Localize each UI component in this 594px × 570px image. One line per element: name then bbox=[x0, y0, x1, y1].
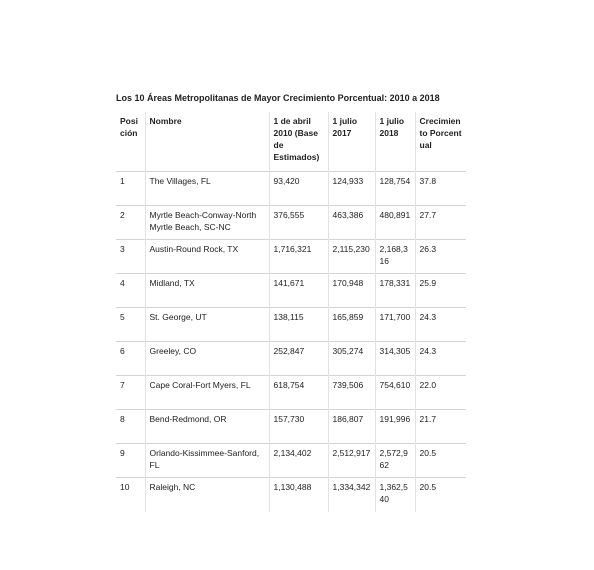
header-base-2010: 1 de abril 2010 (Base de Estimados) bbox=[269, 112, 328, 172]
cell-july-2017: 170,948 bbox=[328, 274, 375, 308]
cell-position: 3 bbox=[116, 240, 145, 274]
cell-name: Cape Coral-Fort Myers, FL bbox=[145, 376, 269, 410]
table-row bbox=[116, 376, 466, 410]
cell-july-2018: 2,168,316 bbox=[375, 240, 415, 274]
cell-growth: 37.8 bbox=[415, 172, 466, 206]
cell-name: Raleigh, NC bbox=[145, 478, 269, 512]
table-row bbox=[116, 240, 466, 274]
cell-growth: 20.5 bbox=[415, 478, 466, 512]
metro-growth-table bbox=[116, 112, 466, 512]
cell-position: 1 bbox=[116, 172, 145, 206]
header-position: Posición bbox=[120, 116, 138, 138]
table-row bbox=[116, 478, 466, 512]
header-july-2017: 1 julio 2017 bbox=[328, 112, 375, 172]
cell-name: Greeley, CO bbox=[145, 342, 269, 376]
cell-july-2018: 1,362,540 bbox=[375, 478, 415, 512]
cell-growth: 24.3 bbox=[415, 342, 466, 376]
cell-july-2018: 480,891 bbox=[375, 206, 415, 240]
cell-growth: 22.0 bbox=[415, 376, 466, 410]
cell-july-2018: 314,305 bbox=[375, 342, 415, 376]
table-row bbox=[116, 410, 466, 444]
cell-july-2017: 165,859 bbox=[328, 308, 375, 342]
cell-growth: 25.9 bbox=[415, 274, 466, 308]
cell-base-2010: 157,730 bbox=[269, 410, 328, 444]
table-row bbox=[116, 274, 466, 308]
cell-growth: 20.5 bbox=[415, 444, 466, 478]
cell-july-2017: 739,506 bbox=[328, 376, 375, 410]
cell-position: 6 bbox=[116, 342, 145, 376]
document bbox=[116, 92, 466, 512]
cell-base-2010: 252,847 bbox=[269, 342, 328, 376]
cell-july-2017: 463,386 bbox=[328, 206, 375, 240]
cell-name: Midland, TX bbox=[145, 274, 269, 308]
table-header-row bbox=[116, 112, 466, 172]
cell-position: 8 bbox=[116, 410, 145, 444]
cell-july-2017: 305,274 bbox=[328, 342, 375, 376]
cell-july-2017: 1,334,342 bbox=[328, 478, 375, 512]
cell-july-2017: 186,807 bbox=[328, 410, 375, 444]
cell-july-2018: 2,572,962 bbox=[375, 444, 415, 478]
table-row bbox=[116, 444, 466, 478]
cell-position: 9 bbox=[116, 444, 145, 478]
cell-name: St. George, UT bbox=[145, 308, 269, 342]
cell-growth: 21.7 bbox=[415, 410, 466, 444]
cell-position: 7 bbox=[116, 376, 145, 410]
cell-july-2017: 2,115,230 bbox=[328, 240, 375, 274]
table-row bbox=[116, 206, 466, 240]
cell-july-2018: 754,610 bbox=[375, 376, 415, 410]
cell-base-2010: 138,115 bbox=[269, 308, 328, 342]
cell-growth: 26.3 bbox=[415, 240, 466, 274]
cell-base-2010: 1,130,488 bbox=[269, 478, 328, 512]
header-july-2018: 1 julio 2018 bbox=[375, 112, 415, 172]
cell-position: 5 bbox=[116, 308, 145, 342]
cell-july-2017: 2,512,917 bbox=[328, 444, 375, 478]
cell-position: 2 bbox=[116, 206, 145, 240]
header-growth: Crecimiento Porcentual bbox=[415, 112, 466, 172]
cell-base-2010: 141,671 bbox=[269, 274, 328, 308]
table-title: Los 10 Áreas Metropolitanas de Mayor Crecimiento Porcentual: 2010 a 2018 bbox=[116, 93, 440, 103]
cell-base-2010: 618,754 bbox=[269, 376, 328, 410]
header-name: Nombre bbox=[145, 112, 269, 172]
cell-growth: 27.7 bbox=[415, 206, 466, 240]
cell-growth: 24.3 bbox=[415, 308, 466, 342]
cell-base-2010: 376,555 bbox=[269, 206, 328, 240]
cell-july-2018: 191,996 bbox=[375, 410, 415, 444]
cell-name: Austin-Round Rock, TX bbox=[145, 240, 269, 274]
cell-base-2010: 1,716,321 bbox=[269, 240, 328, 274]
cell-base-2010: 2,134,402 bbox=[269, 444, 328, 478]
cell-position: 4 bbox=[116, 274, 145, 308]
cell-july-2017: 124,933 bbox=[328, 172, 375, 206]
cell-july-2018: 178,331 bbox=[375, 274, 415, 308]
cell-name: Myrtle Beach-Conway-North Myrtle Beach, SC-NC bbox=[145, 206, 269, 240]
cell-name: Orlando-Kissimmee-Sanford, FL bbox=[145, 444, 269, 478]
cell-name: Bend-Redmond, OR bbox=[145, 410, 269, 444]
cell-july-2018: 128,754 bbox=[375, 172, 415, 206]
table-row bbox=[116, 172, 466, 206]
cell-base-2010: 93,420 bbox=[269, 172, 328, 206]
cell-july-2018: 171,700 bbox=[375, 308, 415, 342]
table-row bbox=[116, 342, 466, 376]
table-row bbox=[116, 308, 466, 342]
cell-position: 10 bbox=[116, 478, 145, 512]
cell-name: The Villages, FL bbox=[145, 172, 269, 206]
